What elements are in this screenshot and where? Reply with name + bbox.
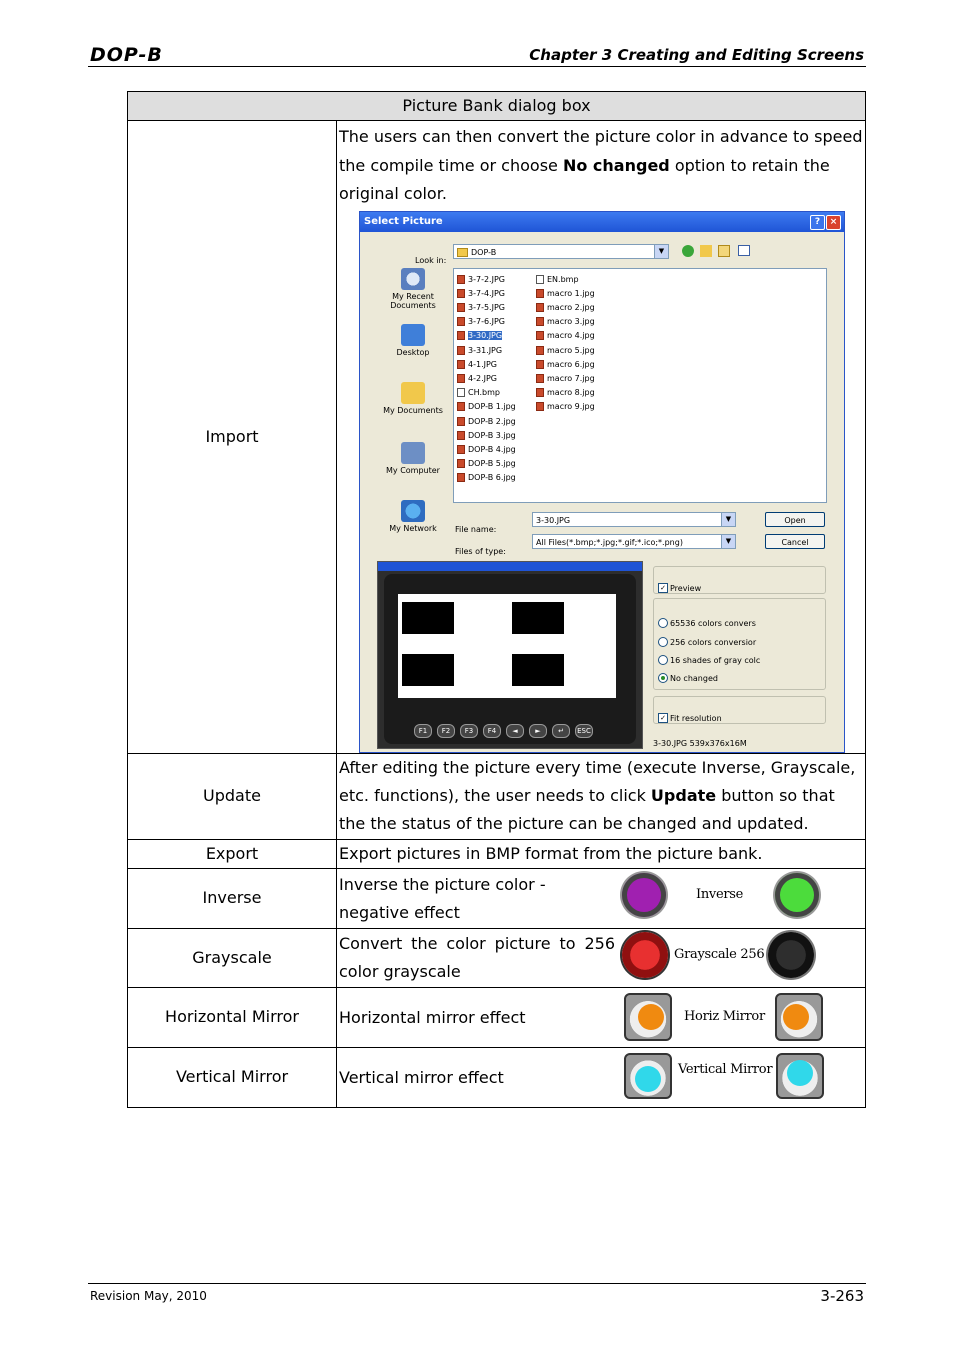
- look-in-label: Look in:: [415, 255, 447, 265]
- checkbox-checked-icon: ✓: [658, 583, 668, 593]
- file-column-1: [457, 273, 516, 486]
- hmi-key: ►: [529, 724, 547, 738]
- my-computer-icon: [401, 442, 425, 464]
- radio-icon: [658, 655, 668, 665]
- chevron-down-icon[interactable]: ▼: [721, 535, 735, 548]
- recent-documents-icon: [401, 268, 425, 290]
- table-title: Picture Bank dialog box: [128, 92, 866, 121]
- row-name-hmirror: Horizontal Mirror: [128, 987, 337, 1047]
- image-file-icon: [457, 303, 465, 312]
- file-item[interactable]: 3-31.JPG: [457, 344, 516, 358]
- update-desc-bold: Update: [650, 786, 717, 805]
- chevron-down-icon[interactable]: ▼: [654, 245, 668, 258]
- up-folder-icon[interactable]: [700, 245, 712, 257]
- hmi-key: ESC: [575, 724, 593, 738]
- vmirror-label: Vertical Mirror: [678, 1062, 773, 1077]
- file-item[interactable]: 3-7-5.JPG: [457, 301, 516, 315]
- option-16-gray[interactable]: 16 shades of gray colc: [658, 647, 760, 675]
- look-in-select[interactable]: [453, 244, 669, 259]
- row-desc-update: [337, 753, 866, 839]
- hmi-block: [512, 654, 564, 686]
- hmi-device: [384, 574, 636, 744]
- update-desc-2: button so that the the status of the picture can be changed and updated.: [339, 786, 835, 833]
- cyan-button-mirrored-icon: [776, 1053, 824, 1099]
- file-item[interactable]: DOP-B 3.jpg: [457, 429, 516, 443]
- preview-label: Preview: [670, 583, 702, 593]
- image-file-icon: [536, 360, 544, 369]
- fit-group: [653, 696, 826, 724]
- place-documents[interactable]: [377, 382, 449, 415]
- file-list[interactable]: [453, 268, 827, 503]
- file-item[interactable]: DOP-B 2.jpg: [457, 415, 516, 429]
- file-item[interactable]: DOP-B 1.jpg: [457, 400, 516, 414]
- row-name-import: Import: [128, 121, 337, 754]
- file-item[interactable]: macro 6.jpg: [536, 358, 595, 372]
- dop-b-logo: DOP-B: [90, 44, 163, 66]
- file-item[interactable]: macro 9.jpg: [536, 400, 595, 414]
- checkbox-checked-icon: ✓: [658, 713, 668, 723]
- image-file-icon: [457, 402, 465, 411]
- new-folder-icon[interactable]: [718, 245, 730, 257]
- file-type-value: All Files(*.bmp;*.jpg;*.gif;*.ico;*.png): [536, 537, 683, 547]
- image-file-icon: [536, 388, 544, 397]
- file-column-2: [536, 273, 595, 415]
- cancel-button[interactable]: Cancel: [765, 534, 825, 549]
- cyan-button-icon: [624, 1053, 672, 1099]
- image-file-icon: [457, 417, 465, 426]
- vmirror-desc: Vertical mirror effect: [339, 1067, 504, 1087]
- hmi-key: ◄: [506, 724, 524, 738]
- fit-label: Fit resolution: [670, 713, 722, 723]
- view-menu-icon[interactable]: [738, 245, 750, 256]
- row-desc-hmirror: [337, 987, 866, 1047]
- place-computer[interactable]: [377, 442, 449, 475]
- file-item[interactable]: 3-7-6.JPG: [457, 315, 516, 329]
- select-picture-dialog: [359, 211, 845, 753]
- row-name-inverse: Inverse: [128, 868, 337, 928]
- footer-rule: [88, 1283, 866, 1284]
- grayscale-desc: Convert the color picture to 256 color grayscale: [339, 933, 615, 981]
- place-network[interactable]: [377, 500, 449, 533]
- update-desc-1: After editing the picture every time (execute Inverse, Grayscale, etc. functions), the user needs to click: [339, 758, 856, 805]
- row-desc-export: Export pictures in BMP format from the picture bank.: [337, 839, 866, 868]
- places-bar: [377, 268, 449, 548]
- place-desktop[interactable]: [377, 324, 449, 357]
- image-status: 3-30.JPG 539x376x16M: [653, 738, 747, 748]
- file-item[interactable]: 3-7-2.JPG: [457, 273, 516, 287]
- image-file-icon: [457, 431, 465, 440]
- hmirror-example: [624, 993, 823, 1041]
- image-file-icon: [536, 346, 544, 355]
- place-label: My Documents: [383, 405, 443, 415]
- radio-selected-icon: [658, 673, 668, 683]
- hmi-screen: [398, 594, 616, 698]
- preview-group: [653, 566, 826, 594]
- place-recent[interactable]: [377, 268, 449, 310]
- row-desc-vmirror: [337, 1047, 866, 1107]
- place-label: My Network: [389, 523, 437, 533]
- option-no-changed[interactable]: No changed: [658, 665, 718, 693]
- file-item[interactable]: DOP-B 4.jpg: [457, 443, 516, 457]
- hmirror-desc: Horizontal mirror effect: [339, 1007, 526, 1027]
- hmi-keypad: [414, 717, 598, 745]
- green-circle-icon: [775, 873, 819, 917]
- image-file-icon: [457, 459, 465, 468]
- image-file-icon: [457, 360, 465, 369]
- close-button[interactable]: ×: [826, 215, 841, 230]
- page-number: 3-263: [820, 1287, 864, 1305]
- radio-icon: [658, 637, 668, 647]
- hmi-block: [512, 602, 564, 634]
- orange-button-icon: [624, 993, 672, 1041]
- file-item[interactable]: 4-1.JPG: [457, 358, 516, 372]
- picture-bank-table: [127, 91, 866, 1108]
- file-item[interactable]: 3-7-4.JPG: [457, 287, 516, 301]
- inverse-example: [622, 873, 819, 917]
- file-item[interactable]: macro 7.jpg: [536, 372, 595, 386]
- chapter-title: Chapter 3 Creating and Editing Screens: [529, 46, 864, 64]
- file-type-label: Files of type:: [455, 546, 506, 556]
- file-item[interactable]: macro 2.jpg: [536, 301, 595, 315]
- image-file-icon: [457, 331, 465, 340]
- image-file-icon: [536, 402, 544, 411]
- help-button[interactable]: ?: [810, 215, 825, 230]
- file-name-value: 3-30.JPG: [536, 515, 571, 525]
- row-name-update: Update: [128, 753, 337, 839]
- file-item[interactable]: CH.bmp: [457, 386, 516, 400]
- image-file-icon: [457, 346, 465, 355]
- hmi-key: F1: [414, 724, 432, 738]
- image-file-icon: [457, 445, 465, 454]
- file-type-select[interactable]: [532, 534, 736, 549]
- file-item[interactable]: macro 3.jpg: [536, 315, 595, 329]
- bitmap-file-icon: [457, 388, 465, 397]
- row-desc-import: [337, 121, 866, 754]
- hmi-key: ↵: [552, 724, 570, 738]
- file-item-selected[interactable]: 3-30.JPG: [457, 329, 516, 343]
- row-desc-grayscale: [337, 928, 866, 987]
- file-item[interactable]: macro 5.jpg: [536, 344, 595, 358]
- hmi-key: F3: [460, 724, 478, 738]
- fit-resolution-checkbox[interactable]: [658, 705, 722, 733]
- my-documents-icon: [401, 382, 425, 404]
- orange-button-mirrored-icon: [775, 993, 823, 1041]
- my-network-icon: [401, 500, 425, 522]
- image-file-icon: [536, 303, 544, 312]
- file-item[interactable]: EN.bmp: [536, 273, 595, 287]
- radio-icon: [658, 618, 668, 628]
- grayscale-example: [622, 932, 814, 978]
- file-item[interactable]: macro 4.jpg: [536, 329, 595, 343]
- image-file-icon: [536, 289, 544, 298]
- place-label: My Recent Documents: [390, 291, 436, 310]
- image-file-icon: [457, 374, 465, 383]
- grayscale-label: Grayscale 256: [674, 946, 765, 962]
- vmirror-example: [624, 1053, 824, 1099]
- row-desc-inverse: [337, 868, 866, 928]
- import-desc-bold: No changed: [562, 155, 670, 175]
- image-file-icon: [457, 275, 465, 284]
- file-item[interactable]: macro 8.jpg: [536, 386, 595, 400]
- desktop-icon: [401, 324, 425, 346]
- dialog-title: Select Picture: [364, 215, 443, 227]
- file-item[interactable]: DOP-B 6.jpg: [457, 471, 516, 485]
- image-file-icon: [457, 289, 465, 298]
- header-rule: [88, 66, 866, 67]
- gray-circle-icon: [768, 932, 814, 978]
- purple-circle-icon: [622, 873, 666, 917]
- row-name-grayscale: Grayscale: [128, 928, 337, 987]
- image-file-icon: [536, 331, 544, 340]
- open-button[interactable]: Open: [765, 512, 825, 527]
- hmi-key: F4: [483, 724, 501, 738]
- color-options-group: [653, 598, 826, 690]
- option-65536[interactable]: 65536 colors convers: [658, 610, 756, 638]
- look-in-value: DOP-B: [471, 247, 497, 257]
- hmirror-label: Horiz Mirror: [684, 1009, 765, 1024]
- chevron-down-icon[interactable]: ▼: [721, 513, 735, 526]
- file-name-input[interactable]: [532, 512, 736, 527]
- hmi-block: [402, 602, 454, 634]
- image-file-icon: [457, 473, 465, 482]
- revision-text: Revision May, 2010: [90, 1289, 207, 1303]
- place-label: My Computer: [386, 465, 440, 475]
- option-256[interactable]: 256 colors conversior: [658, 629, 756, 657]
- file-item[interactable]: macro 1.jpg: [536, 287, 595, 301]
- file-item[interactable]: 4-2.JPG: [457, 372, 516, 386]
- image-file-icon: [536, 317, 544, 326]
- back-icon[interactable]: [682, 245, 694, 257]
- preview-image: [377, 561, 643, 749]
- bitmap-file-icon: [536, 275, 544, 284]
- folder-icon: [457, 248, 468, 257]
- image-file-icon: [536, 374, 544, 383]
- hmi-key: F2: [437, 724, 455, 738]
- inverse-label: Inverse: [696, 886, 744, 902]
- place-label: Desktop: [396, 347, 430, 357]
- file-item[interactable]: DOP-B 5.jpg: [457, 457, 516, 471]
- hmi-block: [402, 654, 454, 686]
- import-desc-2: option to retain the original color.: [339, 155, 830, 203]
- row-name-export: Export: [128, 839, 337, 868]
- import-desc-1: The users can then convert the picture color in advance to speed the compile time or choose: [339, 127, 863, 175]
- red-circle-icon: [622, 932, 668, 978]
- row-name-vmirror: Vertical Mirror: [128, 1047, 337, 1107]
- dialog-titlebar: [360, 212, 844, 232]
- inverse-desc: Inverse the picture color - negative effect: [339, 874, 546, 922]
- image-file-icon: [457, 317, 465, 326]
- file-name-label: File name:: [455, 524, 497, 534]
- preview-titlebar: [378, 562, 642, 571]
